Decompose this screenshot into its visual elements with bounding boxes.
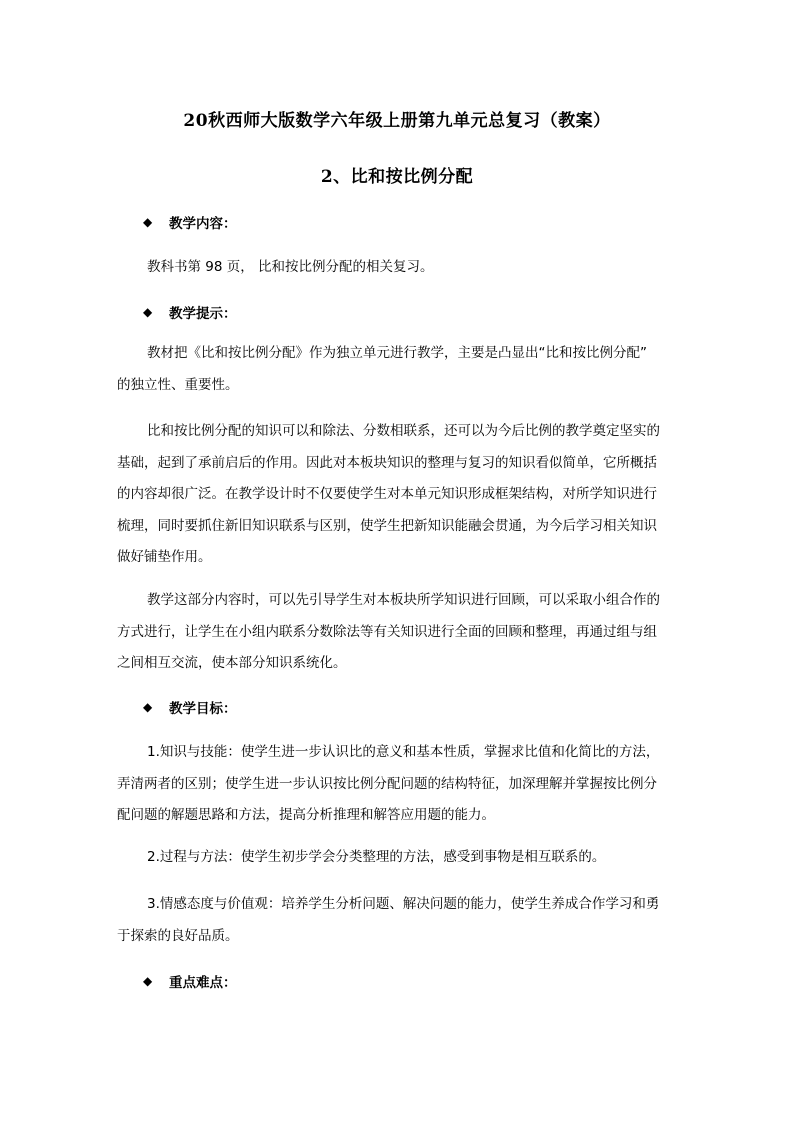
paragraph-hint-3	[117, 585, 683, 680]
section-heading-key-points	[143, 971, 237, 991]
section-heading-label: 教学目标：	[169, 701, 237, 717]
text-line: 3.情感态度与价值观：培养学生分析问题、解决问题的能力，使学生养成合作学习和勇	[147, 896, 660, 912]
section-heading-label: 教学内容：	[169, 216, 237, 232]
text-line: 1.知识与技能：使学生进一步认识比的意义和基本性质，掌握求比值和化简比的方法，	[147, 744, 660, 760]
paragraph-hint-1	[117, 338, 683, 401]
text-line: 的独立性、重要性。	[117, 376, 239, 393]
document-subtitle: 2、比和按比例分配	[320, 167, 474, 187]
text-line: 配问题的解题思路和方法，提高分析推理和解答应用题的能力。	[117, 807, 495, 824]
paragraph-goal-3	[117, 889, 683, 952]
paragraph-goal-2	[117, 842, 683, 874]
black-diamond-icon: ◆	[143, 305, 153, 319]
black-diamond-icon: ◆	[143, 700, 153, 714]
paragraph-content	[117, 252, 683, 284]
text-line: 教材把《比和按比例分配》作为独立单元进行教学，主要是凸显出“比和按比例分配”	[147, 345, 647, 361]
text-line: 基础，起到了承前启后的作用。因此对本板块知识的整理与复习的知识看似简单，它所概括	[117, 454, 657, 471]
text-line: 于探索的良好品质。	[117, 927, 239, 944]
text-line: 2.过程与方法：使学生初步学会分类整理的方法，感受到事物是相互联系的。	[147, 849, 606, 865]
black-diamond-icon: ◆	[143, 215, 153, 229]
text-line: 梳理，同时要抓住新旧知识联系与区别，使学生把新知识能融会贯通，为今后学习相关知识	[117, 517, 657, 534]
paragraph-hint-2	[117, 416, 683, 574]
section-heading-goals	[143, 697, 237, 717]
text-line: 教学这部分内容时，可以先引导学生对本板块所学知识进行回顾，可以采取小组合作的	[147, 592, 660, 608]
text-line: 之间相互交流，使本部分知识系统化。	[117, 655, 347, 672]
section-heading-hint	[143, 302, 237, 322]
paragraph-goal-1	[117, 737, 683, 832]
text-line: 的内容却很广泛。在教学设计时不仅要使学生对本单元知识形成框架结构，对所学知识进行	[117, 486, 657, 503]
document-title: 20秋西师大版数学六年级上册第九单元总复习（教案）	[183, 111, 611, 131]
section-heading-content	[143, 212, 237, 232]
text-line: 教科书第 98 页， 比和按比例分配的相关复习。	[147, 259, 434, 275]
section-heading-label: 重点难点：	[169, 975, 237, 991]
black-diamond-icon: ◆	[143, 974, 153, 988]
section-heading-label: 教学提示：	[169, 306, 237, 322]
text-line: 比和按比例分配的知识可以和除法、分数相联系，还可以为今后比例的教学奠定坚实的	[147, 423, 660, 439]
text-line: 弄清两者的区别；使学生进一步认识按比例分配问题的结构特征，加深理解并掌握按比例分	[117, 775, 657, 792]
text-line: 做好铺垫作用。	[117, 549, 212, 566]
text-line: 方式进行，让学生在小组内联系分数除法等有关知识进行全面的回顾和整理，再通过组与组	[117, 623, 657, 640]
